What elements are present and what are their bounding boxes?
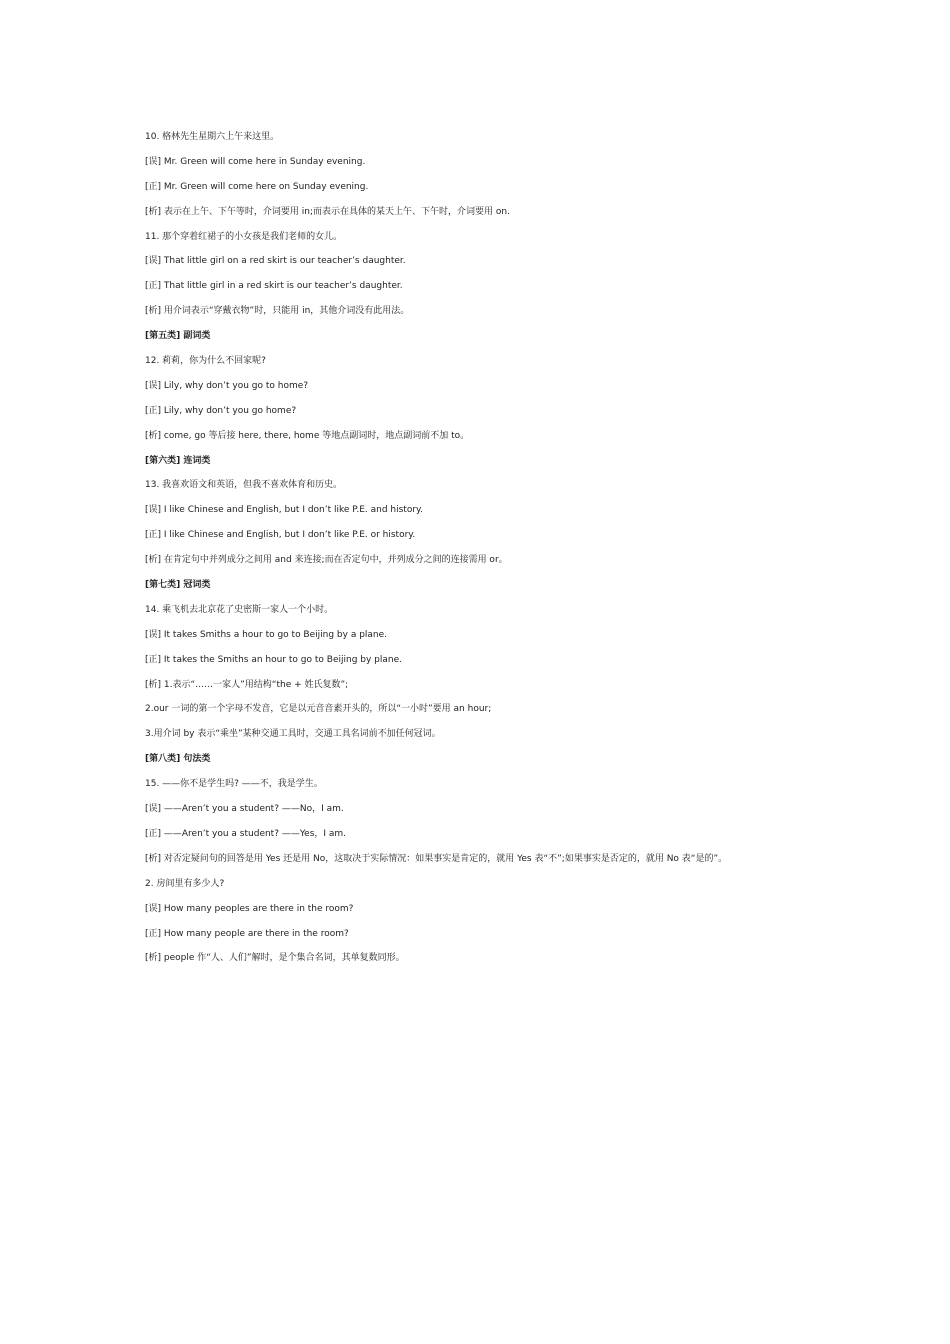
analysis-line: 3.用介词 by 表示“乘坐”某种交通工具时，交通工具名词前不加任何冠词。 xyxy=(145,729,441,740)
analysis-line: [析] 1.表示“……一家人”用结构“the + 姓氏复数”; xyxy=(145,679,349,690)
question-line: 12. 莉莉，你为什么不回家呢? xyxy=(145,356,266,367)
correct-sentence-line: [正] I like Chinese and English, but I don’t like P.E. or history. xyxy=(145,530,416,541)
analysis-line: [析] 表示在上午、下午等时，介词要用 in;而表示在具体的某天上午、下午时，介词要用 on. xyxy=(145,206,510,217)
section-heading: [第八类] 句法类 xyxy=(145,754,211,765)
question-line: 2. 房间里有多少人? xyxy=(145,878,225,889)
analysis-line: [析] people 作“人、人们”解时，是个集合名词，其单复数同形。 xyxy=(145,953,405,964)
correct-sentence-line: [正] That little girl in a red skirt is our teacher’s daughter. xyxy=(145,281,403,292)
correct-sentence-line: [正] How many people are there in the room? xyxy=(145,928,349,939)
section-heading: [第七类] 冠词类 xyxy=(145,580,211,591)
correct-sentence-line: [正] It takes the Smiths an hour to go to Beijing by plane. xyxy=(145,654,402,665)
correct-sentence-line: [正] ——Aren’t you a student? ——Yes，I am. xyxy=(145,828,347,839)
question-line: 11. 那个穿着红裙子的小女孩是我们老师的女儿。 xyxy=(145,231,343,242)
wrong-sentence-line: [误] Lily, why don’t you go to home? xyxy=(145,380,309,391)
section-heading: [第五类] 副词类 xyxy=(145,331,211,342)
question-line: 15. ——你不是学生吗? ——不，我是学生。 xyxy=(145,779,323,790)
correct-sentence-line: [正] Mr. Green will come here on Sunday evening. xyxy=(145,181,369,192)
wrong-sentence-line: [误] It takes Smiths a hour to go to Beijing by a plane. xyxy=(145,629,388,640)
question-line: 13. 我喜欢语文和英语，但我不喜欢体育和历史。 xyxy=(145,480,343,491)
wrong-sentence-line: [误] That little girl on a red skirt is our teacher’s daughter. xyxy=(145,256,406,267)
wrong-sentence-line: [误] How many peoples are there in the room? xyxy=(145,903,354,914)
document-body xyxy=(145,125,905,971)
question-line: 10. 格林先生星期六上午来这里。 xyxy=(145,132,280,142)
document-page xyxy=(145,125,905,971)
question-line: 14. 乘飞机去北京花了史密斯一家人一个小时。 xyxy=(145,604,334,615)
analysis-line: [析] 用介词表示“穿戴衣物”时，只能用 in，其他介词没有此用法。 xyxy=(145,306,410,317)
analysis-line: 2.our 一词的第一个字母不发音，它是以元音音素开头的，所以“一小时”要用 an hour; xyxy=(145,704,492,715)
section-heading: [第六类] 连词类 xyxy=(145,455,211,466)
analysis-line: [析] come, go 等后接 here, there, home 等地点副词时，地点副词前不加 to。 xyxy=(145,430,470,441)
analysis-line: [析] 对否定疑问句的回答是用 Yes 还是用 No，这取决于实际情况：如果事实是肯定的，就用 Yes 表“不”;如果事实是否定的，就用 No 表“是的”。 xyxy=(145,853,728,864)
wrong-sentence-line: [误] I like Chinese and English, but I don’t like P.E. and history. xyxy=(145,505,423,516)
wrong-sentence-line: [误] ——Aren’t you a student? ——No，I am. xyxy=(145,804,344,815)
wrong-sentence-line: [误] Mr. Green will come here in Sunday evening. xyxy=(145,156,366,167)
correct-sentence-line: [正] Lily, why don’t you go home? xyxy=(145,405,297,416)
analysis-line: [析] 在肯定句中并列成分之间用 and 来连接;而在否定句中，并列成分之间的连接需用 or。 xyxy=(145,555,508,566)
